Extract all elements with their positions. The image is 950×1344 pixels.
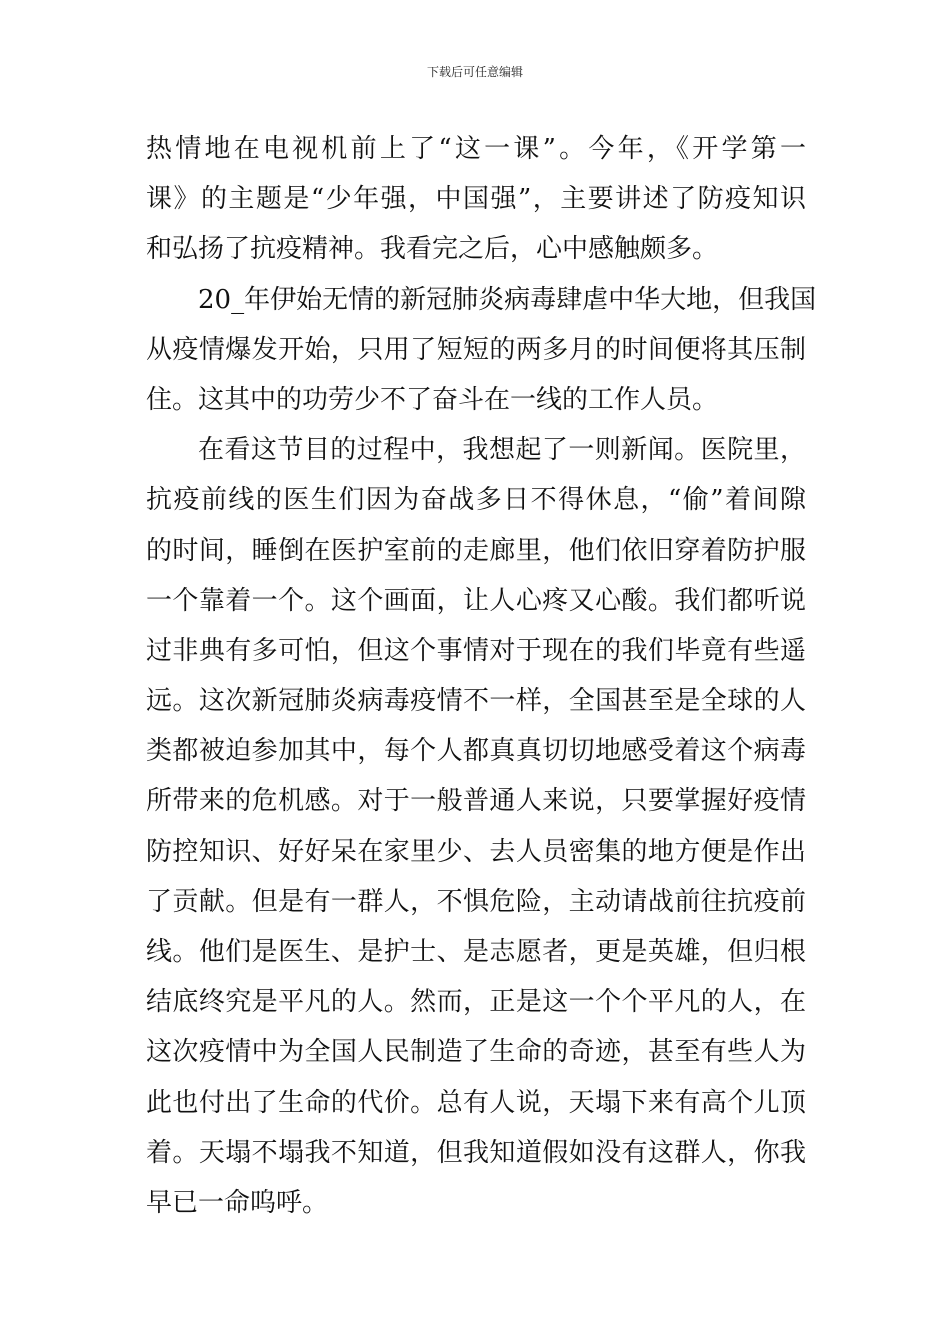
text-line: 早已一命呜呼。 <box>146 1187 329 1218</box>
text-line: 一个靠着一个。这个画面，让人心疼又心酸。我们都听说 <box>146 585 806 616</box>
text-line: 的时间，睡倒在医护室前的走廊里，他们依旧穿着防护服 <box>146 535 806 566</box>
text-line: 课》的主题是“少年强，中国强”，主要讲述了防疫知识 <box>146 184 806 215</box>
paragraph <box>146 275 817 426</box>
text-line: 在看这节目的过程中，我想起了一则新闻。医院里， <box>198 435 806 466</box>
paragraph <box>146 425 806 1228</box>
text-line: 此也付出了生命的代价。总有人说，天塌下来有高个儿顶 <box>146 1087 806 1118</box>
document-body <box>146 124 817 1228</box>
text-line: 住。这其中的功劳少不了奋斗在一线的工作人员。 <box>146 384 719 415</box>
text-line: 所带来的危机感。对于一般普通人来说，只要掌握好疫情 <box>146 786 806 817</box>
text-line: 从疫情爆发开始，只用了短短的两多月的时间便将其压制 <box>146 334 806 365</box>
text-line: 类都被迫参加其中，每个人都真真切切地感受着这个病毒 <box>146 736 806 767</box>
text-line: 线。他们是医生、是护士、是志愿者，更是英雄，但归根 <box>146 937 806 967</box>
text-line: 防控知识、好好呆在家里少、去人员密集的地方便是作出 <box>146 836 806 867</box>
page-header: 下载后可任意编辑 <box>426 65 523 79</box>
text-line: 20_年伊始无情的新冠肺炎病毒肆虐中华大地，但我国 <box>198 284 817 315</box>
text-line: 热情地在电视机前上了“这一课”。今年，《开学第一 <box>146 134 806 164</box>
text-line: 了贡献。但是有一群人，不惧危险，主动请战前往抗疫前 <box>146 886 806 917</box>
paragraph <box>146 124 806 275</box>
text-line: 远。这次新冠肺炎病毒疫情不一样，全国甚至是全球的人 <box>146 686 806 717</box>
text-line: 和弘扬了抗疫精神。我看完之后，心中感触颇多。 <box>146 234 719 265</box>
text-line: 着。天塌不塌我不知道，但我知道假如没有这群人，你我 <box>146 1137 806 1168</box>
text-line: 抗疫前线的医生们因为奋战多日不得休息，“偷”着间隙 <box>146 485 806 516</box>
text-line: 这次疫情中为全国人民制造了生命的奇迹，甚至有些人为 <box>146 1037 806 1068</box>
text-line: 结底终究是平凡的人。然而，正是这一个个平凡的人，在 <box>146 987 806 1018</box>
text-line: 过非典有多可怕，但这个事情对于现在的我们毕竟有些遥 <box>146 635 806 666</box>
